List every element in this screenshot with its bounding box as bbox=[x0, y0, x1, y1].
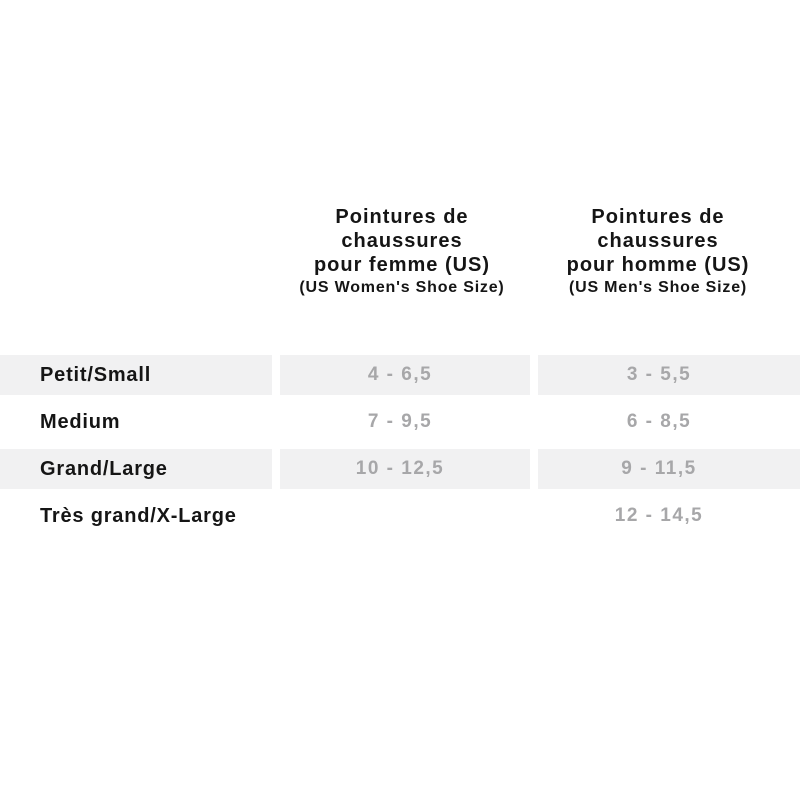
column-header-men bbox=[526, 205, 790, 298]
size-table bbox=[0, 355, 800, 536]
women-header-line-3: pour femme (US) bbox=[313, 254, 491, 276]
row-label-cell: Très grand/X-Large bbox=[0, 496, 272, 536]
women-size-cell: 7 - 9,5 bbox=[280, 402, 530, 442]
women-header-line-2: chaussures bbox=[341, 230, 463, 252]
men-size-cell: 12 - 14,5 bbox=[538, 496, 800, 536]
men-size-cell: 6 - 8,5 bbox=[538, 402, 800, 442]
women-size-cell: 4 - 6,5 bbox=[280, 355, 530, 395]
women-header-line-1: Pointures de bbox=[335, 206, 469, 228]
men-size-cell: 9 - 11,5 bbox=[538, 449, 800, 489]
men-header-line-3: pour homme (US) bbox=[566, 254, 750, 276]
women-header-subtitle: (US Women's Shoe Size) bbox=[299, 279, 505, 296]
women-size-cell bbox=[280, 496, 530, 536]
men-header-line-2: chaussures bbox=[597, 230, 719, 252]
column-header-women bbox=[270, 205, 534, 298]
row-label-cell: Medium bbox=[0, 402, 272, 442]
men-header-subtitle: (US Men's Shoe Size) bbox=[568, 279, 748, 296]
men-header-line-1: Pointures de bbox=[591, 206, 725, 228]
row-label-cell: Petit/Small bbox=[0, 355, 272, 395]
men-size-cell: 3 - 5,5 bbox=[538, 355, 800, 395]
women-size-cell: 10 - 12,5 bbox=[280, 449, 530, 489]
row-label-cell: Grand/Large bbox=[0, 449, 272, 489]
